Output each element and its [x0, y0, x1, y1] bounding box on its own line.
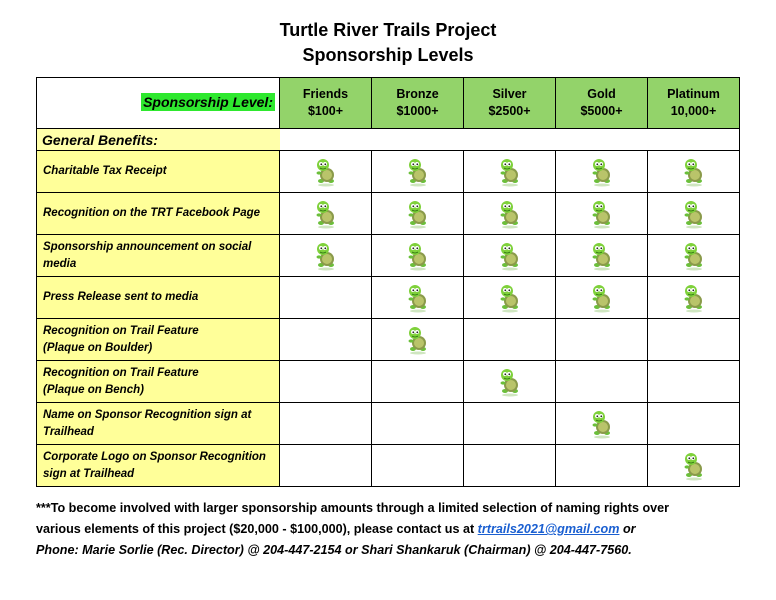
turtle-icon [682, 457, 706, 474]
turtle-icon [498, 163, 522, 180]
benefit-label [37, 445, 280, 487]
benefit-cell-platinum [648, 193, 740, 235]
benefit-cell-silver [464, 403, 556, 445]
sponsorship-table [36, 77, 740, 487]
benefit-label-line-2: Trailhead [43, 425, 94, 438]
footer-line-1: ***To become involved with larger sponsorship amounts through a limited selection of naming rights over [36, 501, 670, 515]
benefit-cell-friends [280, 403, 372, 445]
level-name: Friends [302, 87, 349, 101]
benefit-label [37, 403, 280, 445]
benefit-cell-bronze [372, 361, 464, 403]
benefit-cell-bronze [372, 193, 464, 235]
footer-line-2-tail: or [619, 522, 636, 536]
level-header-platinum [648, 78, 740, 129]
level-name: Silver [492, 87, 527, 101]
sponsorship-level-label: Sponsorship Level: [143, 94, 273, 110]
benefit-cell-gold [556, 151, 648, 193]
level-amount: 10,000+ [670, 104, 717, 118]
benefit-label [37, 277, 280, 319]
benefit-cell-bronze [372, 151, 464, 193]
benefit-cell-bronze [372, 319, 464, 361]
general-benefits-row [37, 129, 740, 151]
benefit-label-line-1: Sponsorship announcement on social [43, 240, 252, 253]
level-header-bronze [372, 78, 464, 129]
benefit-label-line-1: Recognition on the TRT Facebook Page [43, 207, 261, 219]
benefit-label-line-2: (Plaque on Bench) [43, 383, 144, 396]
benefit-label-line-1: Press Release sent to media [43, 291, 199, 303]
sponsorship-level-label-cell [37, 78, 280, 129]
level-name: Bronze [396, 87, 439, 101]
level-amount: $1000+ [396, 104, 439, 118]
turtle-icon [682, 163, 706, 180]
turtle-icon [682, 289, 706, 306]
benefit-row [37, 193, 740, 235]
benefit-label-line-1: Name on Sponsor Recognition sign at [43, 408, 252, 421]
benefit-cell-friends [280, 193, 372, 235]
turtle-icon [498, 205, 522, 222]
benefit-cell-platinum [648, 361, 740, 403]
level-amount: $5000+ [580, 104, 623, 118]
turtle-icon [314, 205, 338, 222]
benefit-cell-silver [464, 445, 556, 487]
general-benefits-label: General Benefits: [37, 129, 280, 151]
footer-line-3: Phone: Marie Sorlie (Rec. Director) @ 204-447-2154 or Shari Shankaruk (Chairman) @ 204-447-7560. [36, 543, 632, 557]
benefit-cell-silver [464, 361, 556, 403]
turtle-icon [590, 247, 614, 264]
benefit-label [37, 361, 280, 403]
benefit-label-line-1: Recognition on Trail Feature [43, 324, 199, 337]
benefit-cell-silver [464, 235, 556, 277]
benefit-label-line-1: Recognition on Trail Feature [43, 366, 199, 379]
level-amount: $100+ [307, 104, 344, 118]
benefit-cell-bronze [372, 403, 464, 445]
benefit-cell-gold [556, 403, 648, 445]
benefit-label-line-1: Corporate Logo on Sponsor Recognition [43, 450, 266, 463]
contact-email-link[interactable]: trtrails2021@gmail.com [477, 522, 620, 536]
benefit-label [37, 319, 280, 361]
benefit-cell-gold [556, 235, 648, 277]
level-header-gold [556, 78, 648, 129]
level-name: Gold [587, 87, 616, 101]
turtle-icon [682, 205, 706, 222]
benefit-cell-bronze [372, 445, 464, 487]
turtle-icon [406, 331, 430, 348]
turtle-icon [590, 163, 614, 180]
benefit-cell-platinum [648, 403, 740, 445]
benefit-cell-gold [556, 361, 648, 403]
general-benefits-spacer [280, 129, 740, 151]
turtle-icon [406, 289, 430, 306]
benefit-cell-silver [464, 277, 556, 319]
turtle-icon [590, 205, 614, 222]
benefit-cell-gold [556, 277, 648, 319]
benefit-cell-friends [280, 235, 372, 277]
benefit-cell-platinum [648, 235, 740, 277]
turtle-icon [406, 247, 430, 264]
footer-line-2-text: various elements of this project ($20,000 - $100,000), please contact us at [36, 522, 478, 536]
benefit-row [37, 319, 740, 361]
benefit-label [37, 235, 280, 277]
benefit-cell-bronze [372, 235, 464, 277]
benefit-cell-platinum [648, 151, 740, 193]
benefit-cell-silver [464, 193, 556, 235]
benefit-cell-friends [280, 151, 372, 193]
benefit-label [37, 193, 280, 235]
footer-line-2 [36, 519, 756, 540]
turtle-icon [406, 163, 430, 180]
benefit-cell-platinum [648, 445, 740, 487]
benefit-row [37, 361, 740, 403]
benefit-label-line-2: (Plaque on Boulder) [43, 341, 153, 354]
benefit-cell-friends [280, 445, 372, 487]
benefit-row [37, 403, 740, 445]
turtle-icon [498, 373, 522, 390]
page-title: Turtle River Trails Project [279, 20, 497, 40]
levels-header-row [37, 78, 740, 129]
benefit-cell-bronze [372, 277, 464, 319]
turtle-icon [406, 205, 430, 222]
level-name: Platinum [667, 87, 720, 101]
benefit-cell-friends [280, 319, 372, 361]
benefit-cell-platinum [648, 319, 740, 361]
turtle-icon [314, 163, 338, 180]
benefit-row [37, 445, 740, 487]
benefit-row [37, 151, 740, 193]
benefit-label-line-1: Charitable Tax Receipt [43, 165, 167, 177]
benefit-cell-friends [280, 277, 372, 319]
level-amount: $2500+ [488, 104, 531, 118]
benefit-cell-gold [556, 319, 648, 361]
turtle-icon [498, 247, 522, 264]
turtle-icon [314, 247, 338, 264]
benefit-cell-silver [464, 151, 556, 193]
level-header-friends [280, 78, 372, 129]
benefit-label-line-2: media [43, 257, 77, 270]
turtle-icon [590, 289, 614, 306]
turtle-icon [590, 415, 614, 432]
benefit-cell-silver [464, 319, 556, 361]
benefit-cell-friends [280, 361, 372, 403]
page-subtitle: Sponsorship Levels [302, 45, 474, 65]
benefit-cell-gold [556, 193, 648, 235]
benefit-cell-platinum [648, 277, 740, 319]
benefit-label [37, 151, 280, 193]
benefit-cell-gold [556, 445, 648, 487]
benefit-label-line-2: sign at Trailhead [43, 467, 135, 480]
benefit-row [37, 235, 740, 277]
turtle-icon [498, 289, 522, 306]
benefit-row [37, 277, 740, 319]
footer-note [36, 498, 756, 561]
level-header-silver [464, 78, 556, 129]
turtle-icon [682, 247, 706, 264]
